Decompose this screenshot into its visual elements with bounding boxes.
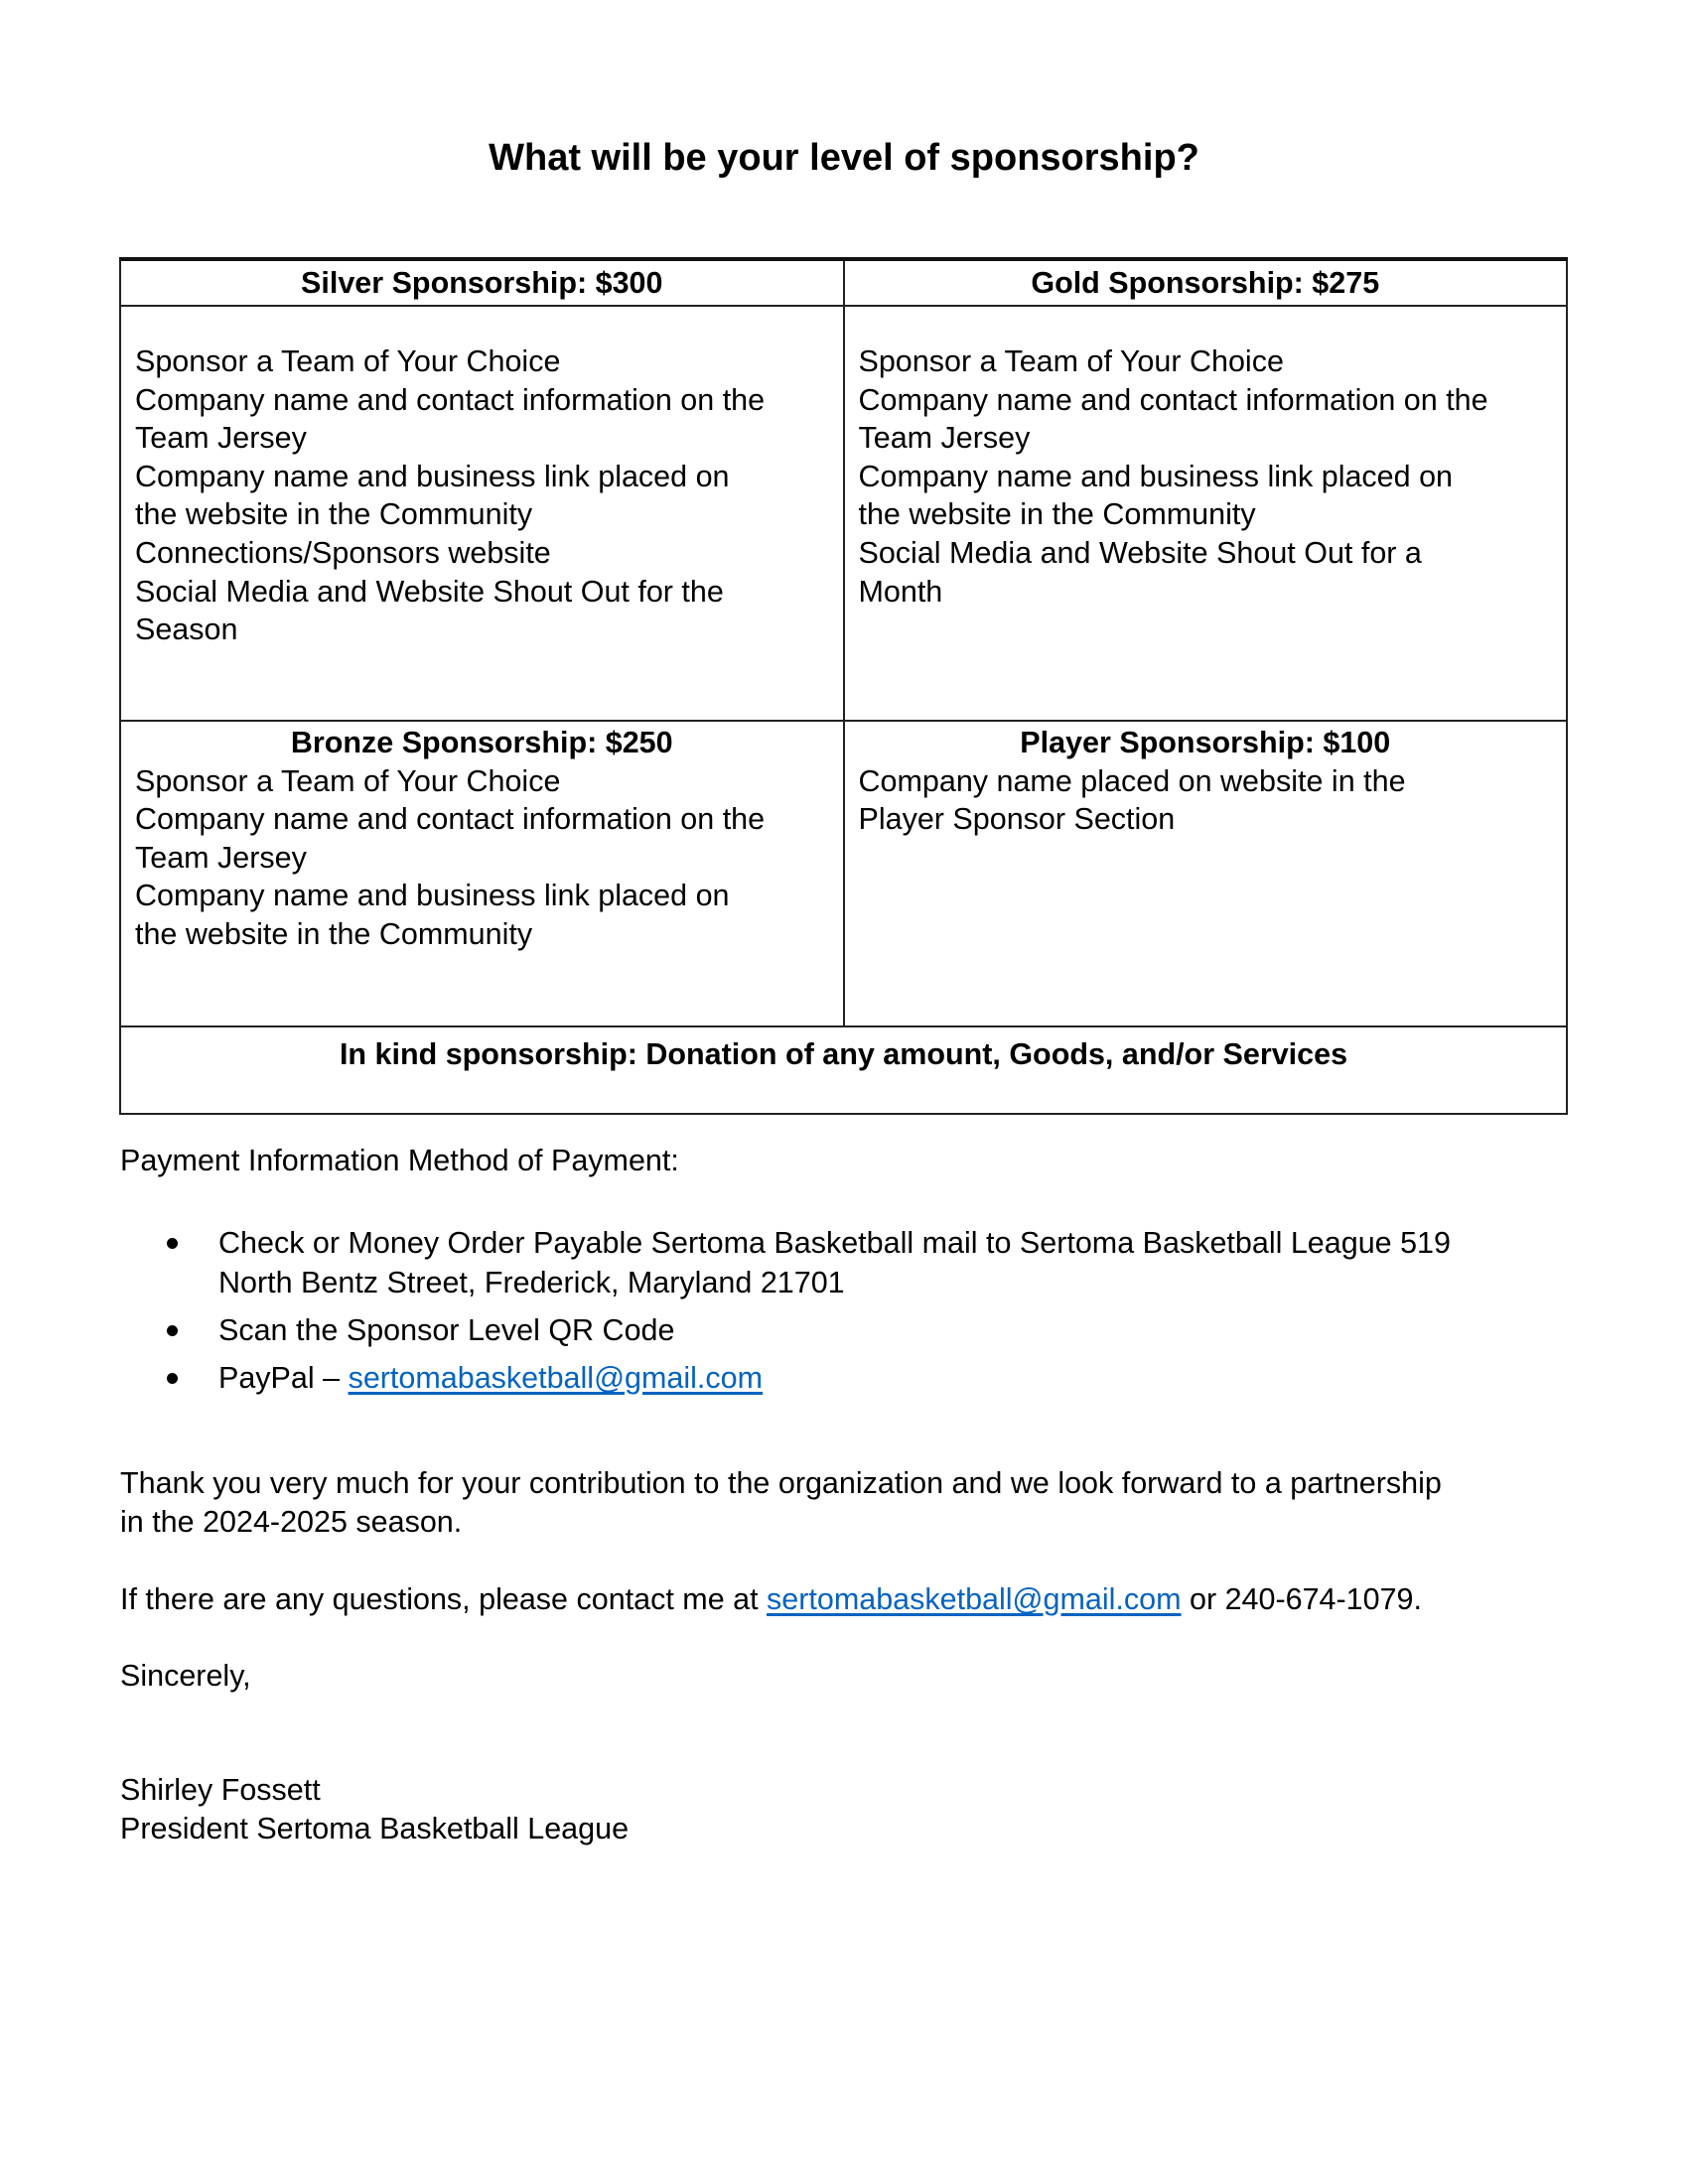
benefit-line: Company name placed on website in the — [858, 763, 1406, 798]
player-header: Player Sponsorship: $100 — [1020, 726, 1391, 759]
payment-method-line: Check or Money Order Payable Sertoma Basketball mail to Sertoma Basketball League 519 — [218, 1226, 1451, 1260]
table-row — [120, 721, 1567, 1026]
signature-block — [120, 1771, 629, 1847]
benefit-line: Social Media and Website Shout Out for the — [135, 574, 724, 609]
signer-name: Shirley Fossett — [120, 1773, 321, 1807]
benefit-line: Sponsor a Team of Your Choice — [858, 344, 1284, 378]
benefit-line: Month — [858, 574, 943, 609]
benefit-line: Company name and contact information on the — [858, 382, 1488, 417]
closing-salutation: Sincerely, — [120, 1659, 251, 1693]
benefit-line: the website in the Community — [858, 497, 1256, 532]
benefit-line: Company name and contact information on the — [135, 802, 766, 837]
payment-method-check — [120, 1223, 1590, 1302]
benefit-line: Sponsor a Team of Your Choice — [135, 344, 561, 378]
bronze-cell — [120, 721, 844, 1026]
page-title: What will be your level of sponsorship? — [489, 137, 1199, 179]
payment-heading: Payment Information Method of Payment: — [120, 1144, 679, 1177]
benefit-line: Team Jersey — [135, 421, 307, 456]
contact-prefix: If there are any questions, please contact me at — [120, 1582, 768, 1616]
benefit-line: the website in the Community — [135, 916, 533, 951]
benefit-line: Team Jersey — [135, 840, 307, 875]
table-row — [120, 1026, 1567, 1114]
silver-header: Silver Sponsorship: $300 — [120, 259, 844, 306]
gold-header: Gold Sponsorship: $275 — [844, 259, 1568, 306]
payment-method-line: Scan the Sponsor Level QR Code — [218, 1313, 675, 1347]
benefit-line: Company name and business link placed on — [135, 459, 730, 493]
signer-title: President Sertoma Basketball League — [120, 1811, 630, 1845]
bronze-header: Bronze Sponsorship: $250 — [290, 726, 673, 759]
bullet-icon — [167, 1238, 178, 1249]
benefit-line: Company name and business link placed on — [135, 879, 730, 913]
benefit-line: Company name and contact information on the — [135, 382, 766, 417]
benefit-line: Team Jersey — [858, 421, 1031, 456]
benefit-line: Company name and business link placed on — [858, 459, 1454, 493]
benefit-line: Connections/Sponsors website — [135, 535, 551, 570]
thank-you-line: Thank you very much for your contribution to the organization and we look forward to a partnership — [120, 1466, 1442, 1500]
paypal-email-link[interactable]: sertomabasketball@gmail.com — [348, 1361, 764, 1395]
payment-methods-list — [120, 1223, 1590, 1406]
payment-method-line: North Bentz Street, Frederick, Maryland 21701 — [218, 1266, 845, 1299]
benefit-line: Social Media and Website Shout Out for a — [858, 535, 1422, 570]
contact-email-link[interactable]: sertomabasketball@gmail.com — [767, 1582, 1182, 1616]
gold-benefits — [844, 306, 1568, 721]
benefit-line: Season — [135, 613, 238, 647]
contact-suffix: or 240-674-1079. — [1181, 1582, 1422, 1616]
sponsorship-levels-table — [119, 257, 1568, 1115]
bullet-icon — [167, 1325, 178, 1336]
bullet-icon — [167, 1373, 178, 1384]
contact-paragraph — [120, 1580, 1422, 1619]
table-row — [120, 306, 1567, 721]
payment-method-paypal — [120, 1358, 1590, 1398]
benefit-line: Sponsor a Team of Your Choice — [135, 763, 561, 798]
benefit-line: Player Sponsor Section — [858, 802, 1176, 837]
paypal-label: PayPal – — [218, 1361, 349, 1395]
thank-you-line: in the 2024-2025 season. — [120, 1504, 463, 1539]
payment-method-qr — [120, 1310, 1590, 1350]
player-cell — [844, 721, 1568, 1026]
silver-benefits — [120, 306, 844, 721]
thank-you-paragraph — [120, 1464, 1580, 1541]
in-kind-sponsorship: In kind sponsorship: Donation of any amount, Goods, and/or Services — [120, 1026, 1567, 1114]
table-row — [120, 259, 1567, 306]
benefit-line: the website in the Community — [135, 497, 533, 532]
